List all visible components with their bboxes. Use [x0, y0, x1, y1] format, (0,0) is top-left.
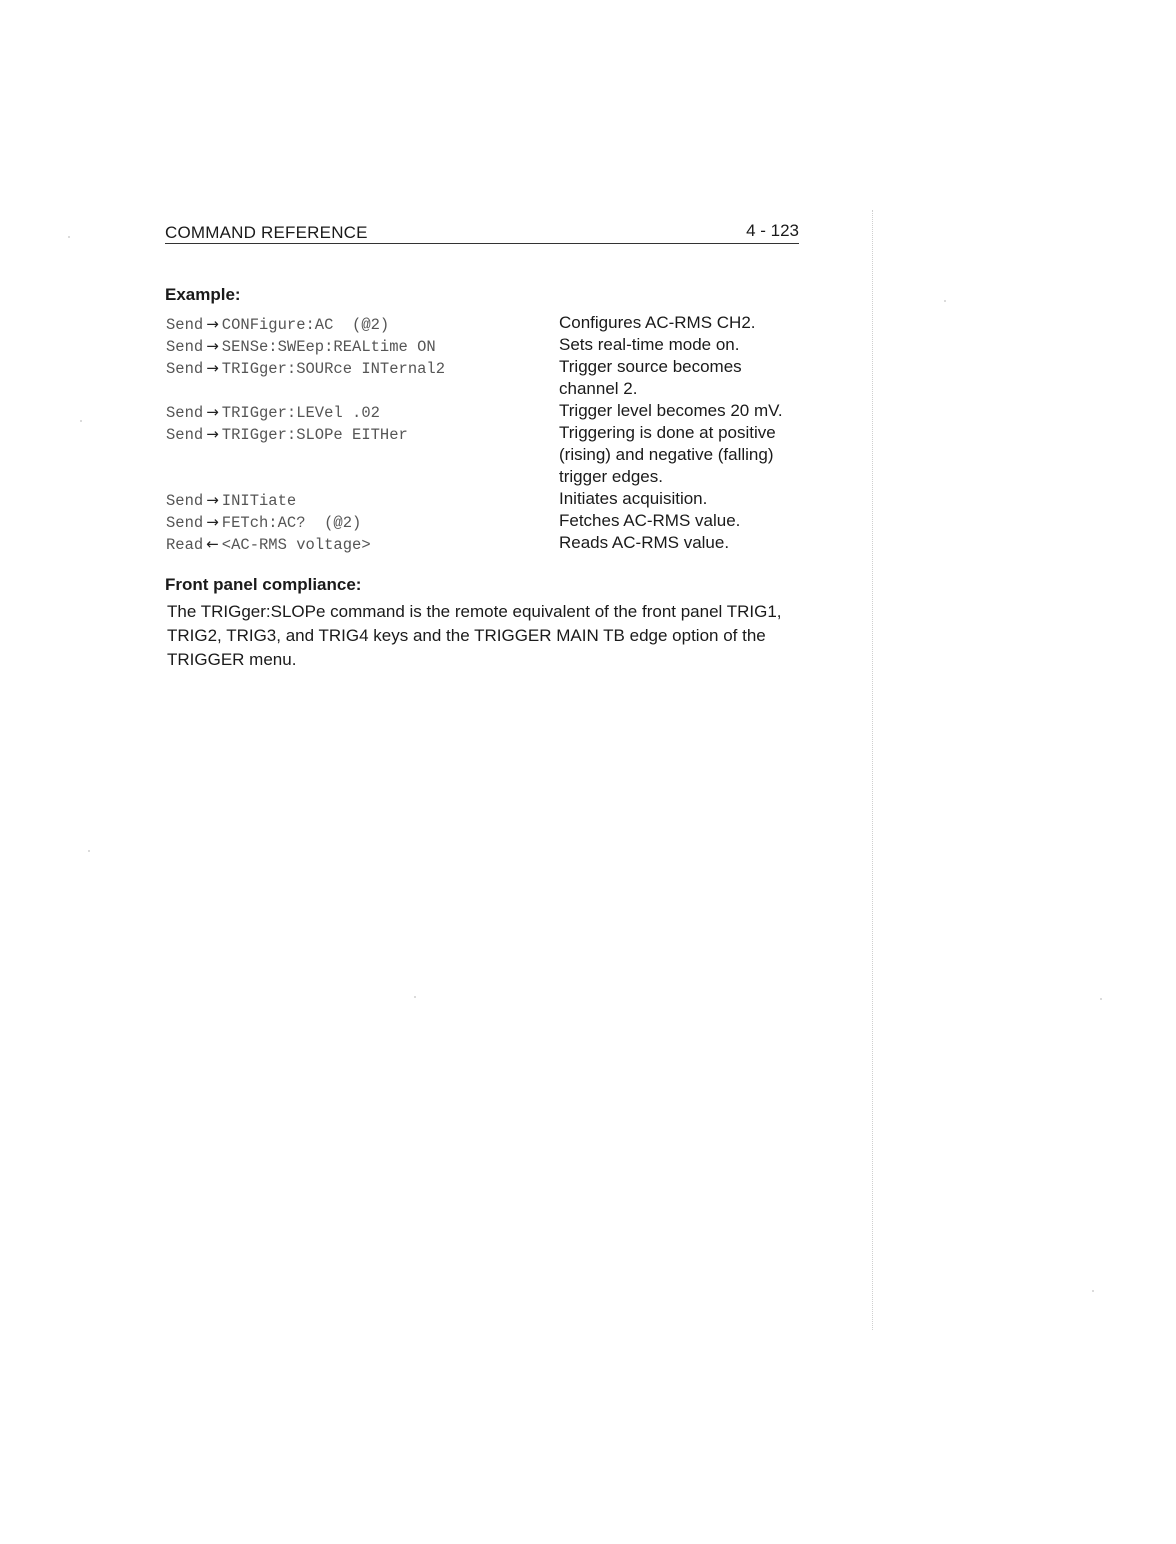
- scan-speck: [1100, 998, 1102, 1000]
- arrow-right-icon: →: [206, 337, 219, 355]
- command-line: Send → TRIGger:SLOPe EITHer: [166, 425, 408, 444]
- command-description: Initiates acquisition.: [559, 489, 708, 508]
- arrow-right-icon: →: [206, 315, 219, 333]
- scan-speck: [88, 850, 90, 852]
- command-line: Send → SENSe:SWEep:REALtime ON: [166, 337, 436, 356]
- command-line: Send → TRIGger:SOURce INTernal2: [166, 359, 446, 378]
- command-description: Reads AC-RMS value.: [559, 533, 730, 552]
- command-line: Send → FETch:AC? (@2): [166, 513, 362, 532]
- command-description: Fetches AC-RMS value.: [559, 511, 741, 530]
- header-title: COMMAND REFERENCE: [165, 223, 368, 242]
- scan-edge: [872, 210, 873, 1330]
- scan-speck: [414, 996, 416, 998]
- front-panel-heading: Front panel compliance:: [165, 575, 362, 594]
- page-number: 4 - 123: [746, 221, 799, 240]
- arrow-left-icon: ←: [206, 535, 219, 553]
- command-line: Send → INITiate: [166, 491, 297, 510]
- scan-speck: [944, 300, 946, 302]
- command-description: Trigger level becomes 20 mV.: [559, 401, 783, 420]
- running-header: [165, 221, 799, 244]
- scan-speck: [68, 236, 70, 238]
- command-line: Read ← <AC-RMS voltage>: [166, 535, 371, 554]
- command-description: Triggering is done at positive (rising) and negative (falling) trigger edges.: [559, 423, 776, 486]
- command-description: Sets real-time mode on.: [559, 335, 740, 354]
- command-description: Trigger source becomes channel 2.: [559, 357, 742, 398]
- example-heading: Example:: [165, 285, 241, 304]
- scan-speck: [80, 420, 82, 422]
- arrow-right-icon: →: [206, 491, 219, 509]
- front-panel-paragraph: The TRIGger:SLOPe command is the remote equivalent of the front panel TRIG1, TRIG2, TRIG3, and TRIG4 keys and the TRIGGER MAIN TB edge option of the TRIGGER menu.: [167, 602, 782, 669]
- command-line: Send → CONFigure:AC (@2): [166, 315, 390, 334]
- arrow-right-icon: →: [206, 513, 219, 531]
- scan-speck: [1092, 1290, 1094, 1292]
- command-description: Configures AC-RMS CH2.: [559, 313, 756, 332]
- arrow-right-icon: →: [206, 359, 219, 377]
- arrow-right-icon: →: [206, 403, 219, 421]
- command-line: Send → TRIGger:LEVel .02: [166, 403, 380, 422]
- arrow-right-icon: →: [206, 425, 219, 443]
